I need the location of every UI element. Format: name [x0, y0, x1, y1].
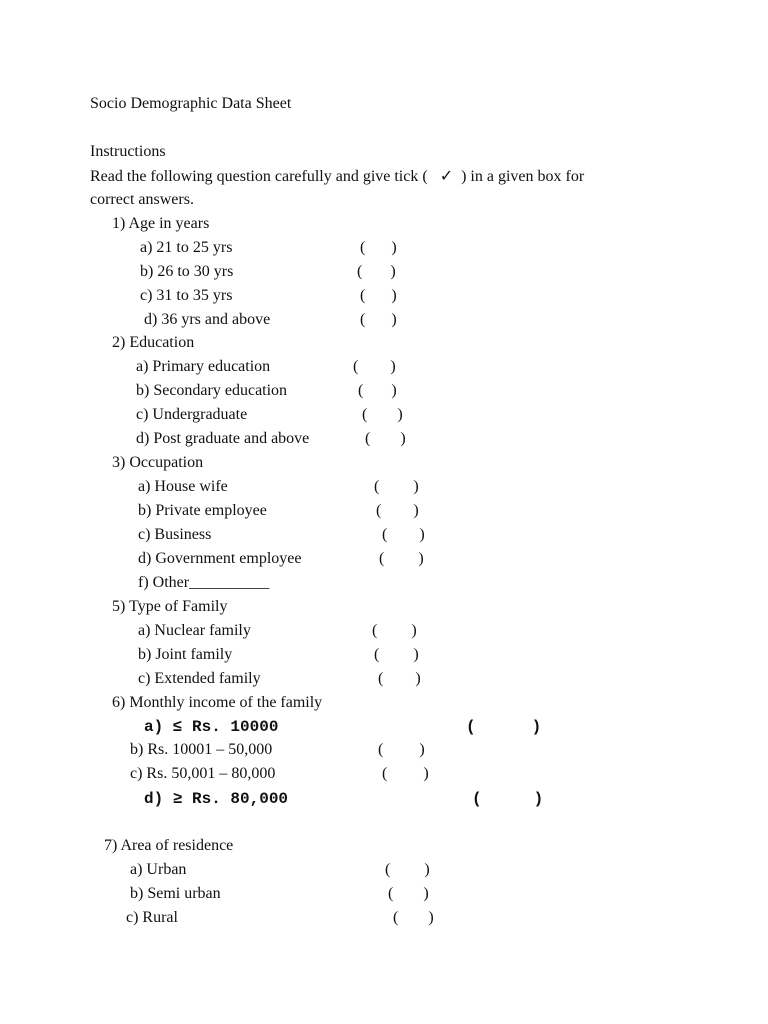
option-government-employee: d) Government employee	[138, 550, 302, 567]
checkbox-income-50001-80000[interactable]: ( )	[382, 765, 429, 782]
option-age-31-35: c) 31 to 35 yrs	[140, 287, 233, 304]
option-income-ge-80000: d) ≥ Rs. 80,000	[144, 790, 289, 808]
option-urban: a) Urban	[130, 861, 187, 878]
checkbox-primary-education[interactable]: ( )	[353, 358, 396, 375]
checkbox-extended-family[interactable]: ( )	[378, 670, 421, 687]
instructions-text-end: ) in a given box for	[461, 168, 585, 185]
option-rural: c) Rural	[126, 909, 178, 926]
option-other-blank[interactable]: f) Other__________	[138, 574, 270, 591]
option-undergraduate: c) Undergraduate	[136, 406, 248, 423]
question-monthly-income: 6) Monthly income of the family	[112, 694, 323, 711]
option-joint-family: b) Joint family	[138, 646, 233, 663]
instructions-text-line2: correct answers.	[90, 191, 194, 208]
check-icon: ✓	[439, 166, 454, 185]
option-age-36-above: d) 36 yrs and above	[144, 311, 271, 328]
question-occupation: 3) Occupation	[112, 454, 204, 471]
option-nuclear-family: a) Nuclear family	[138, 622, 251, 639]
instructions-text	[90, 166, 584, 187]
question-age: 1) Age in years	[112, 215, 210, 232]
checkbox-joint-family[interactable]: ( )	[374, 646, 419, 663]
checkbox-government-employee[interactable]: ( )	[379, 550, 424, 567]
checkbox-income-10001-50000[interactable]: ( )	[378, 741, 425, 758]
checkbox-income-ge-80000[interactable]: ( )	[472, 790, 544, 808]
option-income-10001-50000: b) Rs. 10001 – 50,000	[130, 741, 273, 758]
option-primary-education: a) Primary education	[136, 358, 271, 375]
page-title: Socio Demographic Data Sheet	[90, 95, 292, 112]
option-age-26-30: b) 26 to 30 yrs	[140, 263, 234, 280]
checkbox-age-21-25[interactable]: ( )	[360, 239, 397, 256]
option-business: c) Business	[138, 526, 212, 543]
instructions-heading: Instructions	[90, 143, 166, 160]
checkbox-undergraduate[interactable]: ( )	[362, 406, 403, 423]
option-extended-family: c) Extended family	[138, 670, 261, 687]
option-income-le-10000: a) ≤ Rs. 10000	[144, 718, 279, 736]
option-income-50001-80000: c) Rs. 50,001 – 80,000	[130, 765, 276, 782]
question-type-of-family: 5) Type of Family	[112, 598, 228, 615]
checkbox-urban[interactable]: ( )	[385, 861, 430, 878]
checkbox-age-36-above[interactable]: ( )	[360, 311, 397, 328]
instructions-text-start: Read the following question carefully and give tick (	[90, 168, 428, 185]
checkbox-nuclear-family[interactable]: ( )	[372, 622, 417, 639]
option-post-graduate: d) Post graduate and above	[136, 430, 310, 447]
checkbox-secondary-education[interactable]: ( )	[358, 382, 397, 399]
checkbox-income-le-10000[interactable]: ( )	[466, 718, 542, 736]
checkbox-business[interactable]: ( )	[382, 526, 425, 543]
checkbox-house-wife[interactable]: ( )	[374, 478, 419, 495]
question-area-of-residence: 7) Area of residence	[104, 837, 234, 854]
option-secondary-education: b) Secondary education	[136, 382, 288, 399]
option-age-21-25: a) 21 to 25 yrs	[140, 239, 233, 256]
checkbox-post-graduate[interactable]: ( )	[365, 430, 406, 447]
option-private-employee: b) Private employee	[138, 502, 267, 519]
checkbox-rural[interactable]: ( )	[393, 909, 434, 926]
option-semi-urban: b) Semi urban	[130, 885, 221, 902]
checkbox-age-31-35[interactable]: ( )	[360, 287, 397, 304]
checkbox-semi-urban[interactable]: ( )	[388, 885, 429, 902]
option-house-wife: a) House wife	[138, 478, 228, 495]
checkbox-private-employee[interactable]: ( )	[376, 502, 419, 519]
question-education: 2) Education	[112, 334, 195, 351]
checkbox-age-26-30[interactable]: ( )	[357, 263, 396, 280]
